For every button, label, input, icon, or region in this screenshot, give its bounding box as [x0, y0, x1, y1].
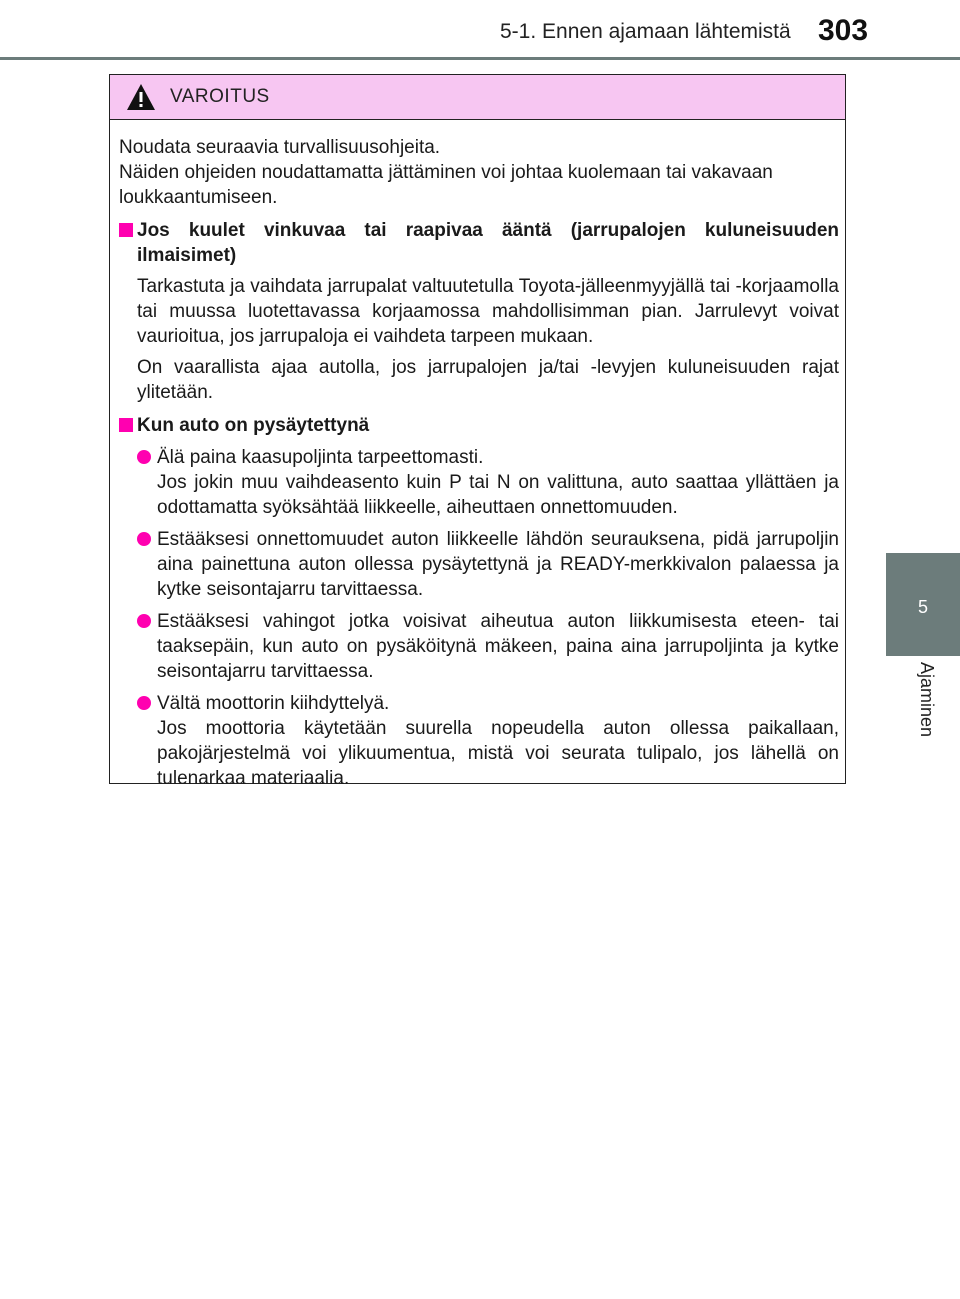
- section-brake-pads: [119, 218, 839, 405]
- bullet-line: Jos jokin muu vaihdeasento kuin P tai N on valittuna, auto saattaa yllättäen ja odottamatta syöksähtää liikkeelle, aiheuttaen onnettomuuden.: [157, 472, 839, 518]
- list-item: [137, 527, 839, 602]
- chapter-label: Ajaminen: [917, 662, 937, 738]
- round-bullet-icon: [137, 532, 151, 546]
- chapter-number: 5: [917, 597, 928, 617]
- round-bullet-icon: [137, 450, 151, 464]
- bullet-line: Jos moottoria käytetään suurella nopeudella auton ollessa paikallaan, pakojärjestelmä voi ylikuumentua, mistä voi seurata tulipalo, jos lähellä on tulenarkaa materiaalia.: [157, 718, 839, 789]
- paragraph: On vaarallista ajaa autolla, jos jarrupalojen ja/tai -levyjen kuluneisuuden rajat ylitetään.: [137, 357, 839, 403]
- warning-box: [109, 74, 846, 789]
- section-heading: Kun auto on pysäytettynä: [137, 415, 370, 436]
- round-bullet-icon: [137, 614, 151, 628]
- bullet-line: Vältä moottorin kiihdyttelyä.: [157, 693, 390, 714]
- square-bullet-icon: [119, 418, 133, 432]
- square-bullet-icon: [119, 223, 133, 237]
- intro-line: Näiden ohjeiden noudattamatta jättäminen voi johtaa kuolemaan tai vakavaan loukkaantumiseen.: [119, 162, 773, 208]
- section-heading: Jos kuulet vinkuvaa tai raapivaa ääntä (jarrupalojen kuluneisuuden ilmaisimet): [137, 220, 839, 266]
- list-item: [137, 691, 839, 791]
- list-item: [137, 445, 839, 520]
- chapter-tab: [886, 553, 960, 656]
- bullet-line: Estääksesi onnettomuudet auton liikkeelle lähdön seurauksena, pidä jarrupoljin aina painettuna auton ollessa pysäytettynä ja READY-merkkivalon palaessa ja kytke seisontajarru tarvittaessa.: [157, 529, 839, 600]
- warning-title: VAROITUS: [170, 86, 270, 107]
- section-stopped: [119, 413, 839, 791]
- header-rule: [0, 57, 960, 60]
- warning-triangle-icon: [126, 83, 156, 111]
- round-bullet-icon: [137, 696, 151, 710]
- warning-header: [110, 75, 845, 120]
- paragraph: Tarkastuta ja vaihdata jarrupalat valtuutetulla Toyota-jälleenmyyjällä tai -korjaamolla tai muussa luotettavassa korjaamossa mahdollisimman pian. Jarrulevyt voivat vaurioitua, jos jarrupaloja ei vaihdeta tarpeen mukaan.: [137, 276, 839, 347]
- list-item: [137, 609, 839, 684]
- warning-body: [119, 135, 839, 791]
- bullet-line: Estääksesi vahingot jotka voisivat aiheutua auton liikkumisesta eteen- tai taaksepäin, kun auto on pysäköitynä mäkeen, paina aina jarrupoljinta ja kytke seisontajarru tarvittaessa.: [157, 611, 839, 682]
- page-number: 303: [818, 14, 869, 47]
- header-section-title: 5-1. Ennen ajamaan lähtemistä: [500, 20, 791, 43]
- intro-line: Noudata seuraavia turvallisuusohjeita.: [119, 137, 441, 158]
- bullet-line: Älä paina kaasupoljinta tarpeettomasti.: [157, 447, 484, 468]
